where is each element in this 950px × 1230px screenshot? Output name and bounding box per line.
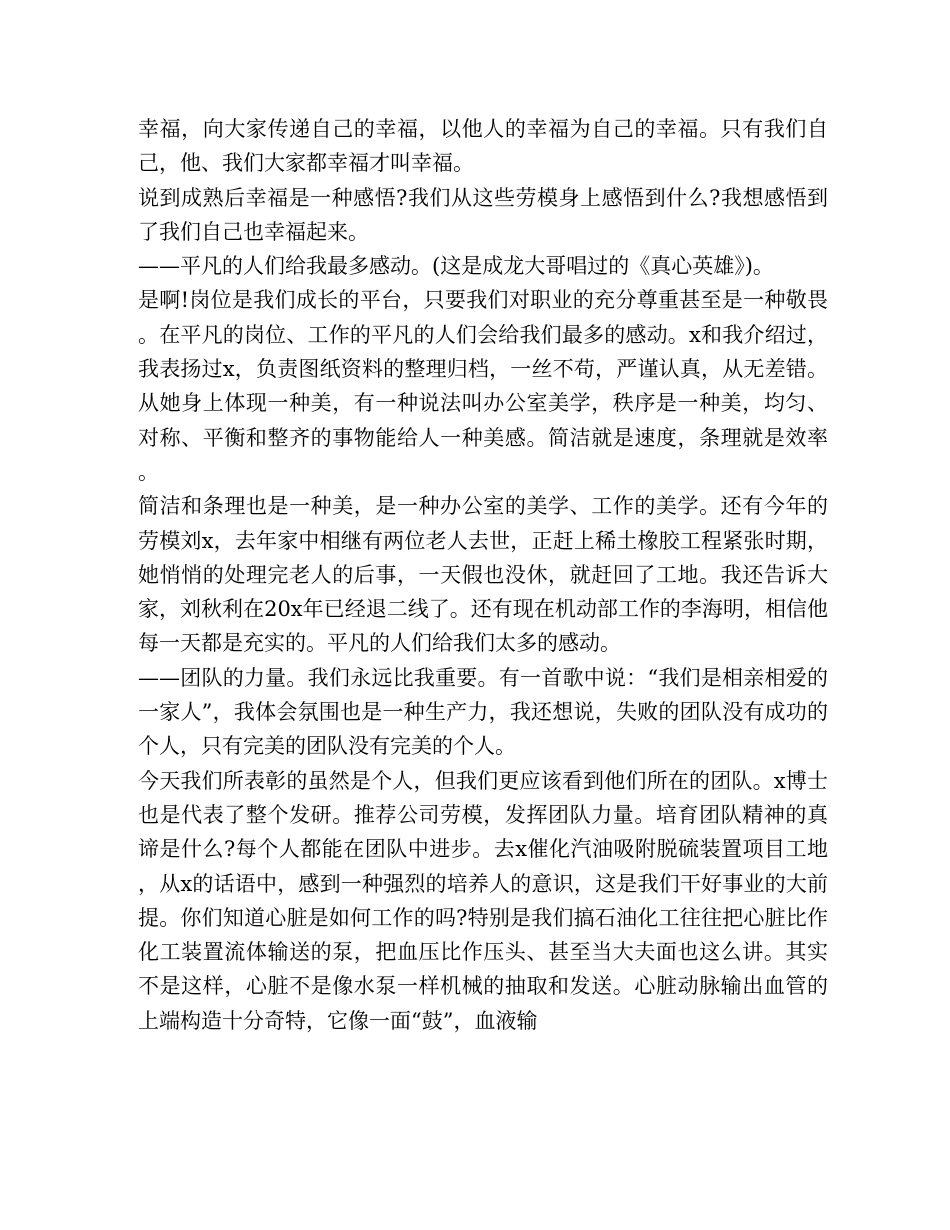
paragraph: ——团队的力量。我们永远比我重要。有一首歌中说：“我们是相亲相爱的一家人”，我体会氛围也是一种生产力，我还想说，失败的团队没有成功的个人，只有完美的团队没有完美的个人。 [138, 665, 828, 759]
paragraph: ——平凡的人们给我最多感动。(这是成龙大哥唱过的《真心英雄》)。 [138, 254, 774, 279]
paragraph: 说到成熟后幸福是一种感悟?我们从这些劳模身上感悟到什么?我想感悟到了我们自己也幸福起来。 [138, 185, 828, 244]
paragraph: 今天我们所表彰的虽然是个人，但我们更应该看到他们所在的团队。x博士也是代表了整个发研。推荐公司劳模，发挥团队力量。培育团队精神的真谛是什么?每个人都能在团队中进步。去x催化汽油吸附脱硫装置项目工地，从x的话语中，感到一种强烈的培养人的意识，这是我们干好事业的大前提。你们知道心脏是如何工作的吗?特别是我们搞石油化工往往把心脏比作化工装置流体输送的泵，把血压比作压头、甚至当大夫面也这么讲。其实不是这样，心脏不是像水泵一样机械的抽取和发送。心脏动脉输出血管的上端构造十分奇特，它像一面“鼓”，血液输 [138, 768, 828, 1033]
paragraph: 简洁和条理也是一种美，是一种办公室的美学、工作的美学。还有今年的劳模刘x，去年家中相继有两位老人去世，正赶上稀土橡胶工程紧张时期，她悄悄的处理完老人的后事，一天假也没休，就赶回了工地。我还告诉大家，刘秋利在20x年已经退二线了。还有现在机动部工作的李海明，相信他每一天都是充实的。平凡的人们给我们太多的感动。 [138, 494, 828, 656]
paragraph: 幸福，向大家传递自己的幸福，以他人的幸福为自己的幸福。只有我们自己，他、我们大家都幸福才叫幸福。 [138, 117, 828, 176]
document-body [138, 112, 828, 1038]
paragraph: 是啊!岗位是我们成长的平台，只要我们对职业的充分尊重甚至是一种敬畏。在平凡的岗位、工作的平凡的人们会给我们最多的感动。x和我介绍过，我表扬过x，负责图纸资料的整理归档，一丝不苟，严谨认真，从无差错。从她身上体现一种美，有一种说法叫办公室美学，秩序是一种美，均匀、对称、平衡和整齐的事物能给人一种美感。简洁就是速度，条理就是效率。 [138, 288, 828, 484]
